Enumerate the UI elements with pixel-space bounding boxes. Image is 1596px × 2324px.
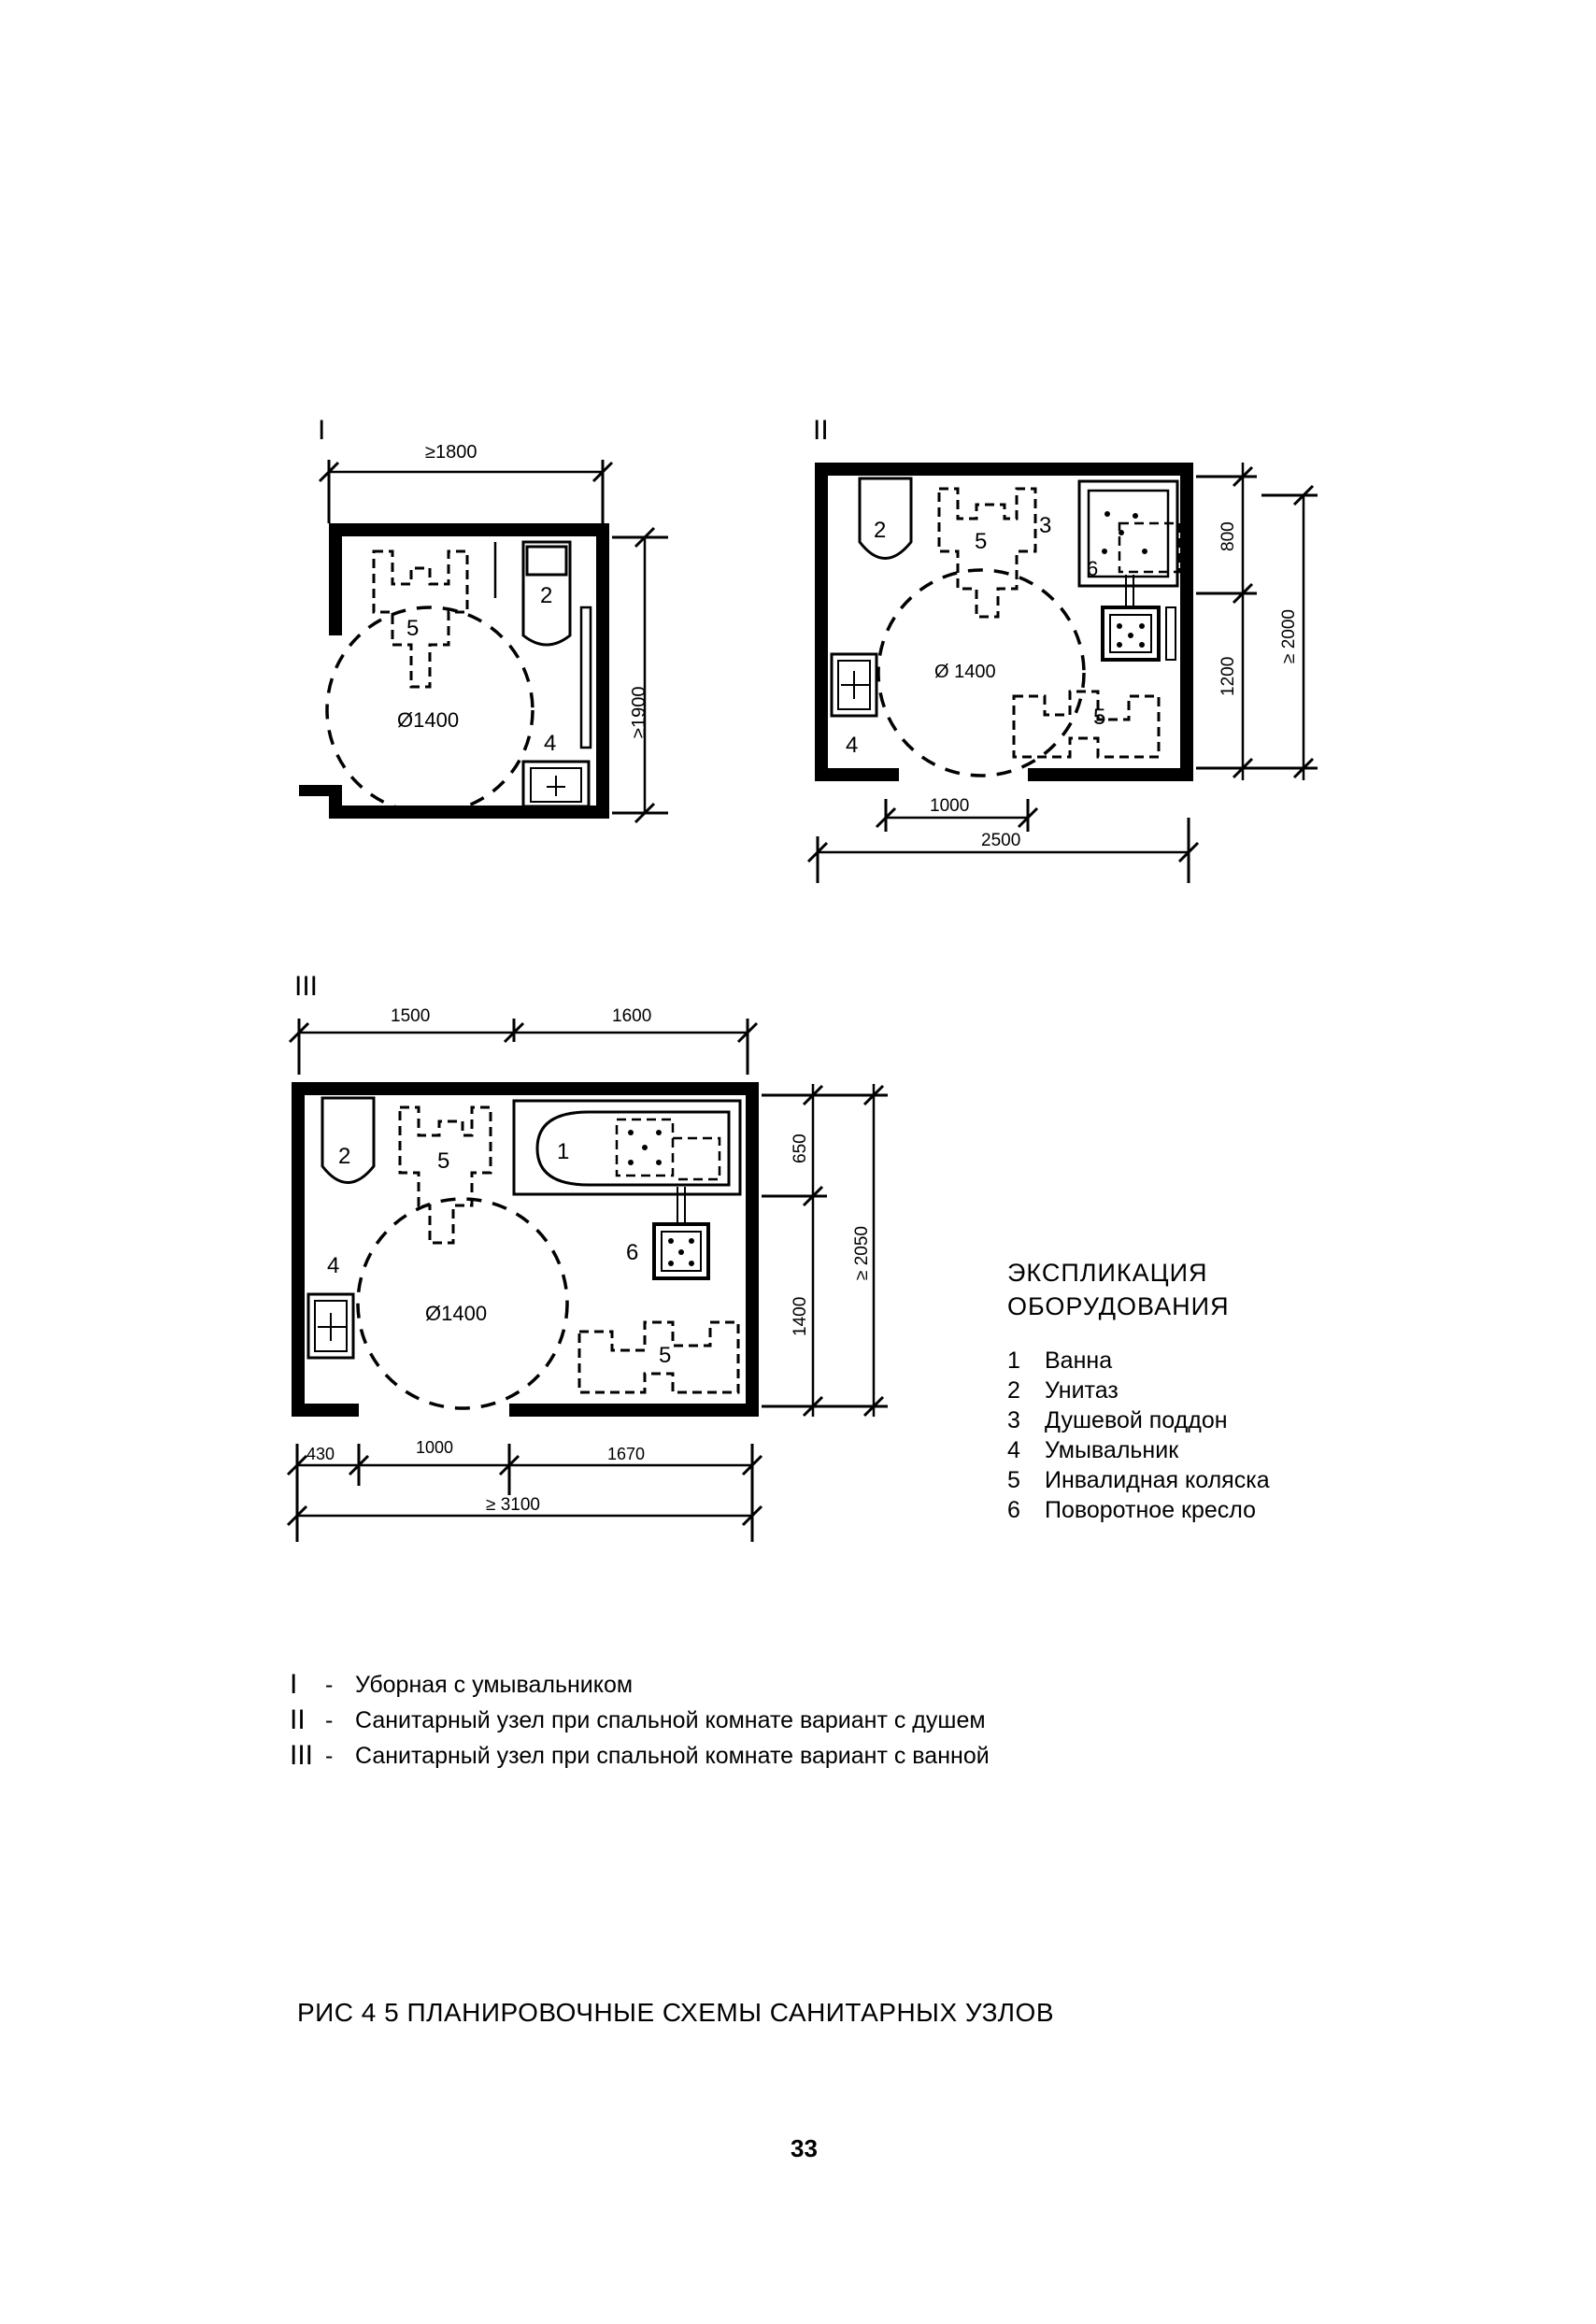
svg-text:6: 6 <box>626 1240 639 1265</box>
plan-iii-dim-430: 430 <box>306 1445 335 1463</box>
page-number: 33 <box>791 2134 818 2162</box>
legend-item: III - Санитарный узел при спальной комнате вариант с ванной <box>290 1740 990 1771</box>
plan-iii-dim-1670: 1670 <box>607 1445 646 1463</box>
plan-iii-dim-1500: 1500 <box>391 1006 431 1026</box>
plan-ii-turn-circle-label: Ø 1400 <box>934 662 996 682</box>
plan-iii-dim-3100: ≥ 3100 <box>486 1495 540 1515</box>
plan-ii-wheelchair-bottom <box>1014 691 1159 757</box>
plan-iii-toilet <box>322 1098 374 1183</box>
plan-iii-roman: III <box>294 971 319 1002</box>
plan-ii-dim-1000: 1000 <box>930 796 970 816</box>
plan-i <box>299 415 668 822</box>
explication-title-line2: ОБОРУДОВАНИЯ <box>1007 1292 1230 1320</box>
plan-iii-dim-1400: 1400 <box>791 1296 810 1336</box>
plan-ii-dim-2500: 2500 <box>981 831 1021 850</box>
plan-iii-washbasin <box>308 1253 353 1358</box>
plan-ii-roman: II <box>813 415 829 446</box>
legend-list <box>290 1667 990 1774</box>
plan-iii-dim-650: 650 <box>791 1133 810 1163</box>
list-item: 5 Инвалидная коляска <box>1007 1467 1270 1493</box>
plan-i-toilet <box>523 542 570 645</box>
plan-i-wheelchair <box>374 551 467 687</box>
plan-ii-toilet <box>860 478 911 559</box>
plan-ii-wheelchair-top <box>939 489 1035 617</box>
plan-iii-wheelchair-bottom <box>579 1322 738 1392</box>
svg-text:4: 4 <box>544 731 557 756</box>
svg-text:5: 5 <box>1093 705 1106 730</box>
plan-i-dim-height <box>612 528 668 822</box>
plan-ii-dim-right <box>1196 463 1318 780</box>
plan-iii-dim-top <box>290 1006 757 1075</box>
svg-text:2: 2 <box>338 1144 351 1169</box>
plan-i-dim-width <box>320 442 612 523</box>
plan-i-walls <box>299 523 609 819</box>
plan-ii-dim-2000: ≥ 2000 <box>1279 609 1299 663</box>
svg-text:6: 6 <box>1087 557 1099 580</box>
plan-i-roman: I <box>318 415 326 446</box>
svg-text:5: 5 <box>406 616 420 641</box>
plan-ii-washbasin <box>832 654 876 758</box>
explication-list <box>1007 1346 1270 1525</box>
list-item: 4 Умывальник <box>1007 1437 1179 1463</box>
plan-ii-walls <box>815 463 1193 781</box>
list-item: 6 Поворотное кресло <box>1007 1497 1257 1523</box>
svg-text:2: 2 <box>540 583 553 608</box>
explication-title-line1: ЭКСПЛИКАЦИЯ <box>1007 1259 1208 1287</box>
plan-ii-dim-1200: 1200 <box>1218 656 1238 696</box>
plan-iii-walls <box>292 1082 759 1417</box>
plan-iii-dim-2050: ≥ 2050 <box>852 1226 872 1280</box>
plan-iii-turn-circle-label: Ø1400 <box>425 1302 488 1325</box>
plan-ii-shower <box>1039 481 1177 586</box>
figure-caption: РИС 4 5 ПЛАНИРОВОЧНЫЕ СХЕМЫ САНИТАРНЫХ УЗЛОВ <box>297 1998 1055 2027</box>
explication-title <box>1007 1256 1230 1323</box>
svg-text:4: 4 <box>846 733 859 758</box>
plan-i-dim-width-label: ≥1800 <box>425 442 477 463</box>
svg-text:3: 3 <box>1039 513 1052 538</box>
plan-ii-dim-800: 800 <box>1218 521 1238 551</box>
legend-item: II - Санитарный узел при спальной комнате вариант с душем <box>290 1704 986 1735</box>
plan-iii-dim-bottom <box>288 1438 762 1542</box>
svg-text:1: 1 <box>557 1139 570 1164</box>
plan-ii <box>808 415 1318 883</box>
list-item: 2 Унитаз <box>1007 1377 1119 1404</box>
list-item: 3 Душевой поддон <box>1007 1407 1228 1433</box>
plan-ii-dim-bottom <box>808 796 1198 883</box>
plan-iii-dim-1600: 1600 <box>612 1006 652 1026</box>
plan-iii-dim-1000: 1000 <box>416 1438 454 1457</box>
svg-text:5: 5 <box>975 529 988 554</box>
plan-i-turn-circle-label: Ø1400 <box>397 708 460 732</box>
plan-iii-dim-right <box>762 1084 888 1417</box>
svg-text:5: 5 <box>437 1148 450 1174</box>
list-item: 1 Ванна <box>1007 1347 1113 1374</box>
plan-i-dim-height-label: ≥1900 <box>629 686 649 738</box>
plan-i-washbasin <box>523 731 589 806</box>
legend-item: I - Уборная с умывальником <box>290 1669 634 1700</box>
svg-text:4: 4 <box>327 1253 340 1278</box>
svg-text:5: 5 <box>659 1343 672 1368</box>
plan-iii-chair <box>626 1187 708 1278</box>
plan-iii <box>288 971 888 1542</box>
svg-text:2: 2 <box>874 518 887 543</box>
plan-iii-wheelchair-top <box>400 1107 491 1243</box>
plan-iii-bath <box>514 1101 740 1194</box>
